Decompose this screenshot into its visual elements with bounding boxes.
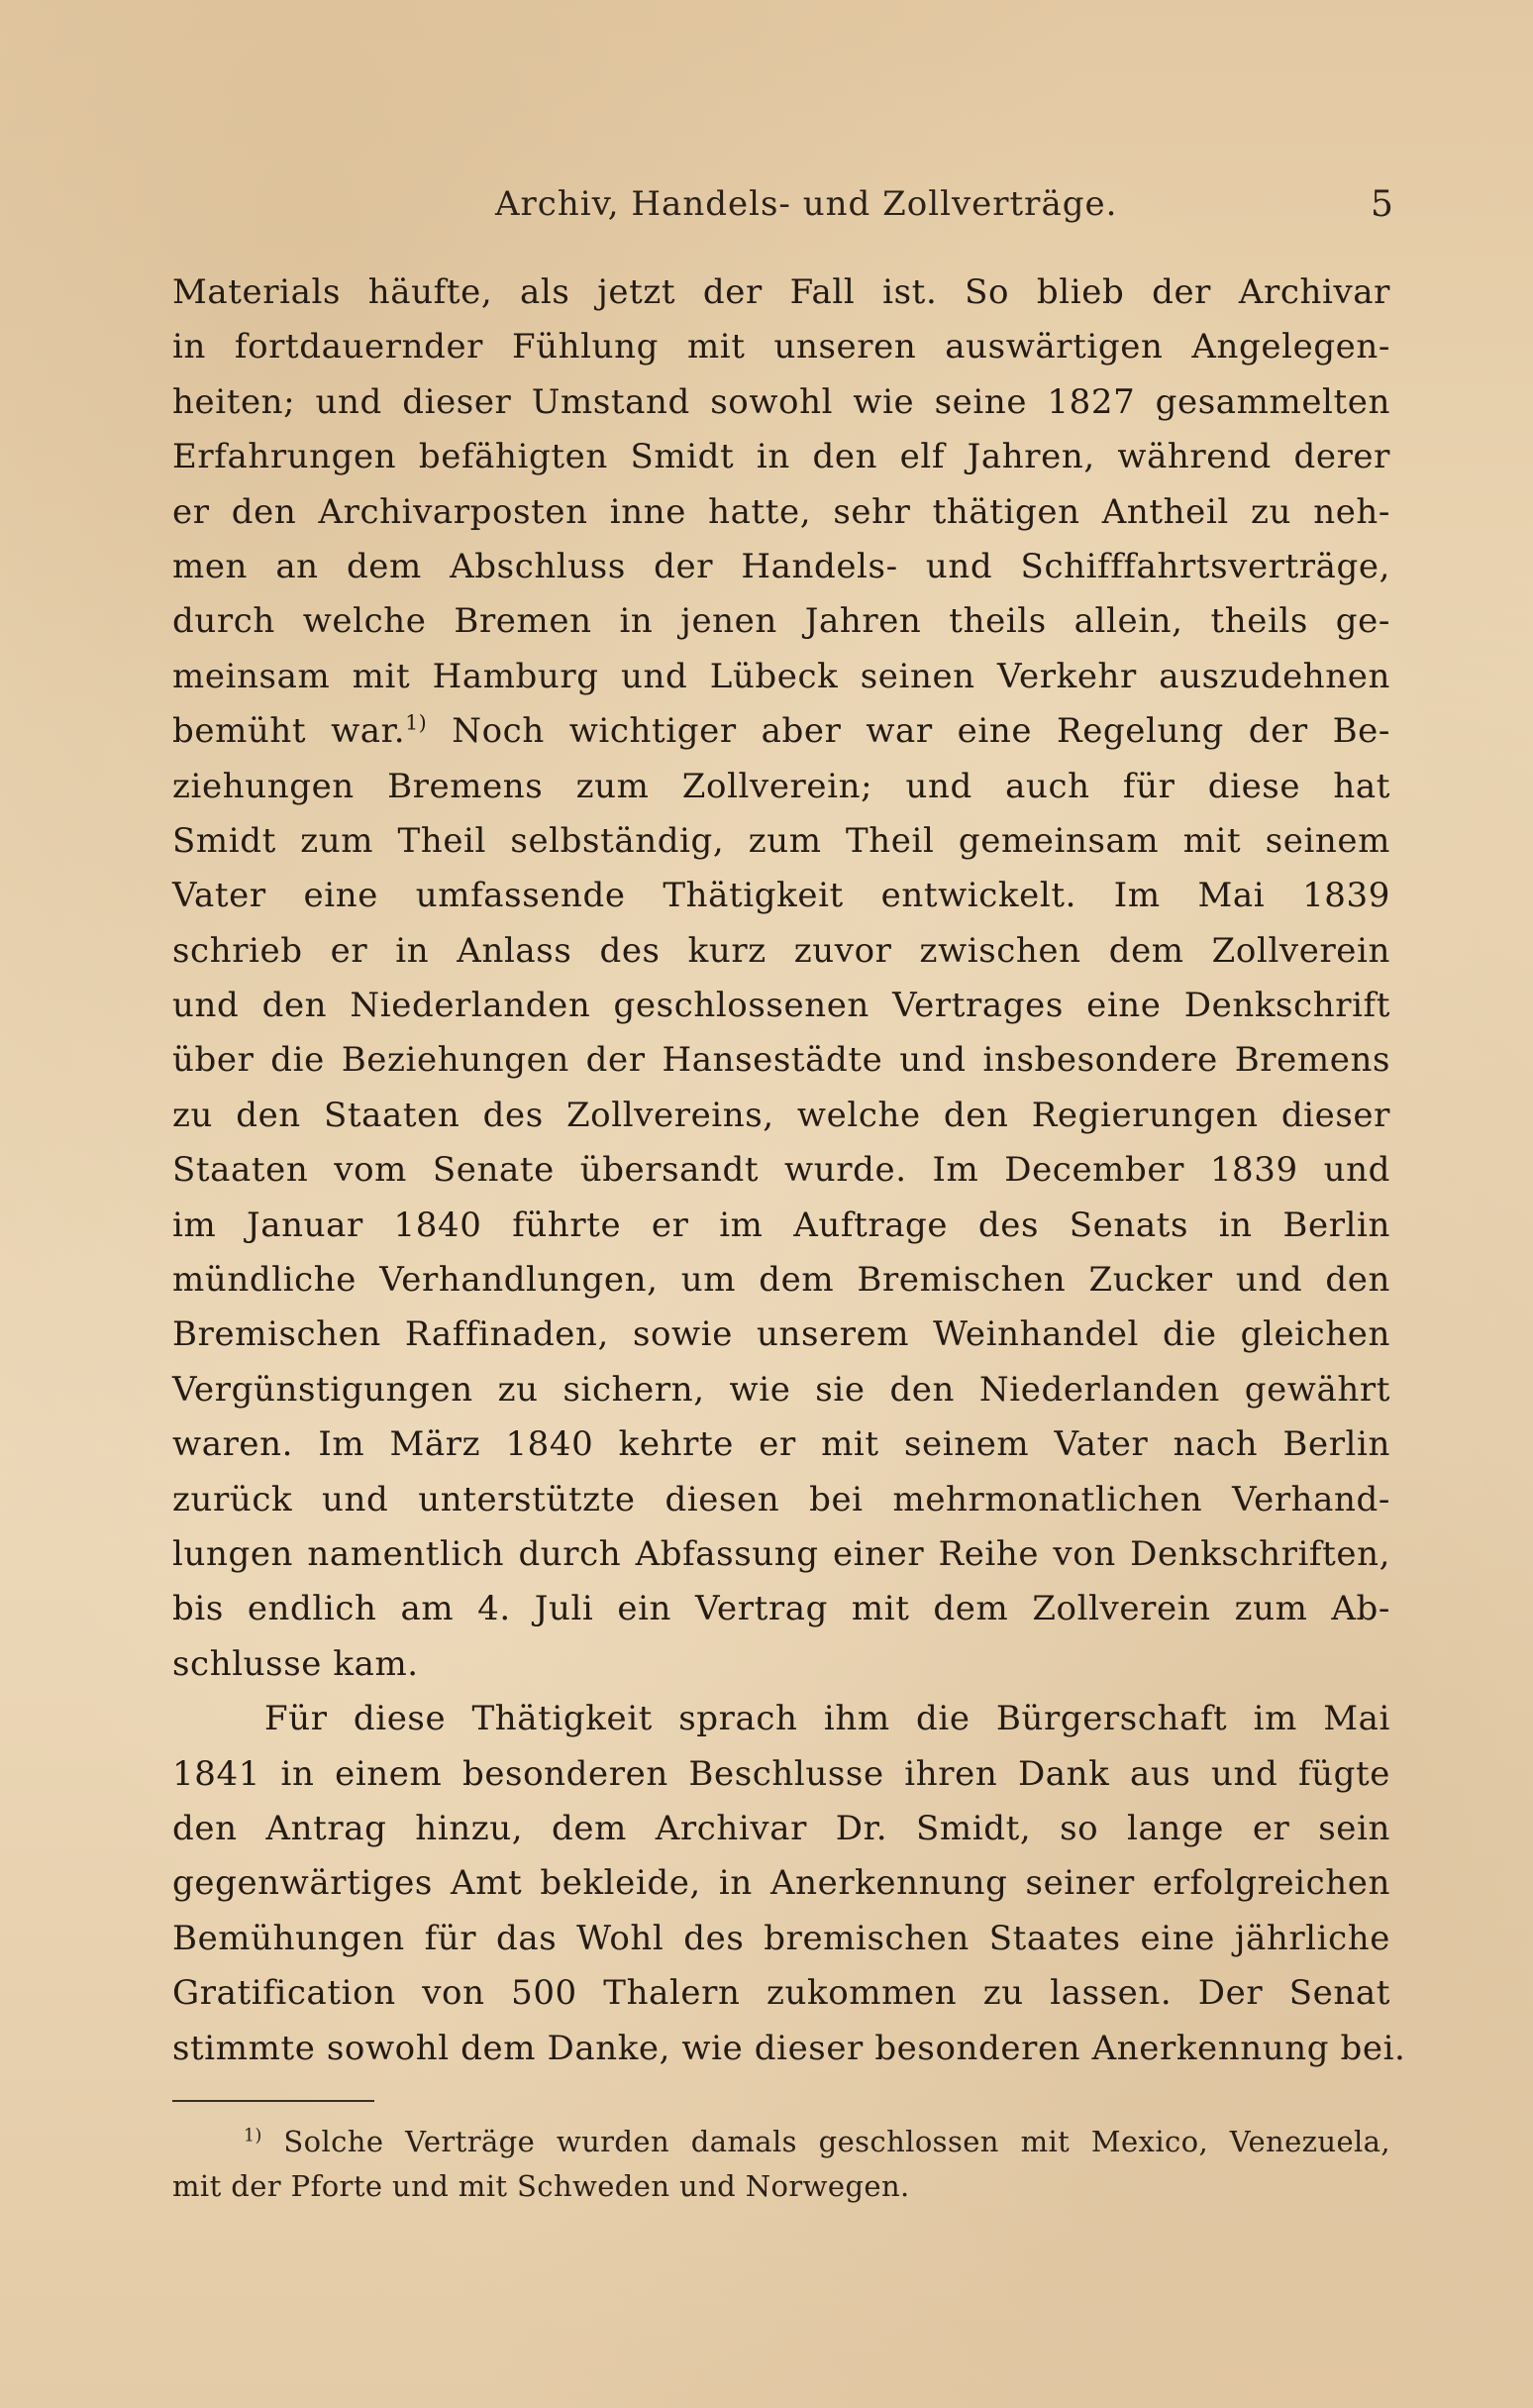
footnotes	[172, 2120, 1390, 2209]
text-line: Vergünstigungen zu sichern, wie sie den Niederlanden gewährt	[172, 1369, 1390, 1410]
text-line: stimmte sowohl dem Danke, wie dieser besonderen Anerkennung bei.	[172, 2028, 1406, 2068]
text-line: in fortdauernder Fühlung mit unseren auswärtigen Angelegen-	[172, 327, 1390, 367]
footnote-marker: 1)	[244, 2126, 262, 2146]
text-fragment: bemüht war.	[172, 711, 406, 752]
text-line: schlusse kam.	[172, 1643, 419, 1684]
text-line: zurück und unterstützte diesen bei mehrmonatlichen Verhand-	[172, 1479, 1390, 1519]
text-line: bis endlich am 4. Juli ein Vertrag mit dem Zollverein zum Ab-	[172, 1589, 1390, 1629]
text-line: Für diese Thätigkeit sprach ihm die Bürgerschaft im Mai	[264, 1699, 1390, 1739]
text-line: waren. Im März 1840 kehrte er mit seinem Vater nach Berlin	[172, 1424, 1390, 1465]
footnote-divider	[172, 2100, 374, 2102]
text-line: Bremischen Raffinaden, sowie unserem Weinhandel die gleichen	[172, 1314, 1390, 1355]
text-line: Erfahrungen befähigten Smidt in den elf Jahren, während derer	[172, 437, 1390, 477]
text-line: schrieb er in Anlass des kurz zuvor zwischen dem Zollverein	[172, 930, 1390, 971]
text-line: den Antrag hinzu, dem Archivar Dr. Smidt, so lange er sein	[172, 1808, 1390, 1848]
footnote-reference[interactable]: 1)	[405, 710, 428, 735]
running-head	[0, 184, 1533, 236]
text-line: gegenwärtiges Amt bekleide, in Anerkennung seiner erfolgreichen	[172, 1863, 1390, 1904]
text-line: Bemühungen für das Wohl des bremischen Staates eine jährliche	[172, 1918, 1390, 1958]
text-line: Staaten vom Senate übersandt wurde. Im December 1839 und	[172, 1150, 1390, 1191]
text-line: Smidt zum Theil selbständig, zum Theil gemeinsam mit seinem	[172, 820, 1390, 861]
text-line: Materials häufte, als jetzt der Fall ist. So blieb der Archivar	[172, 272, 1390, 312]
text-line: durch welche Bremen in jenen Jahren theils allein, theils ge-	[172, 601, 1390, 642]
text-line: Gratification von 500 Thalern zukommen zu lassen. Der Senat	[172, 1973, 1390, 2014]
text-line: lungen namentlich durch Abfassung einer Reihe von Denkschriften,	[172, 1533, 1390, 1574]
text-line: zu den Staaten des Zollvereins, welche den Regierungen dieser	[172, 1095, 1390, 1135]
text-line: ziehungen Bremens zum Zollverein; und auch für diese hat	[172, 766, 1390, 806]
footnote-text: Solche Verträge wurden damals geschlossen mit Mexico, Venezuela,	[283, 2125, 1390, 2158]
text-line: meinsam mit Hamburg und Lübeck seinen Verkehr auszudehnen	[172, 656, 1390, 696]
text-line: er den Archivarposten inne hatte, sehr thätigen Antheil zu neh-	[172, 491, 1390, 532]
text-line: heiten; und dieser Umstand sowohl wie seine 1827 gesammelten	[172, 381, 1390, 422]
text-line: Vater eine umfassende Thätigkeit entwickelt. Im Mai 1839	[172, 876, 1390, 916]
body-text	[172, 265, 1406, 2076]
running-title: Archiv, Handels- und Zollverträge.	[495, 184, 1118, 224]
text-line-with-footnote	[172, 704, 1390, 759]
footnote-line	[172, 2120, 1390, 2164]
text-line: mündliche Verhandlungen, um dem Bremischen Zucker und den	[172, 1260, 1390, 1301]
footnote-line: mit der Pforte und mit Schweden und Norwegen.	[172, 2169, 910, 2203]
text-fragment: Noch wichtiger aber war eine Regelung der Be-	[452, 711, 1390, 752]
text-line: und den Niederlanden geschlossenen Vertrages eine Denkschrift	[172, 986, 1390, 1026]
text-line: im Januar 1840 führte er im Auftrage des Senats in Berlin	[172, 1204, 1390, 1245]
page-number: 5	[1371, 184, 1393, 225]
text-line: über die Beziehungen der Hansestädte und insbesondere Bremens	[172, 1040, 1390, 1081]
text-line: 1841 in einem besonderen Beschlusse ihren Dank aus und fügte	[172, 1753, 1390, 1794]
text-line: men an dem Abschluss der Handels- und Schifffahrtsverträge,	[172, 546, 1390, 586]
